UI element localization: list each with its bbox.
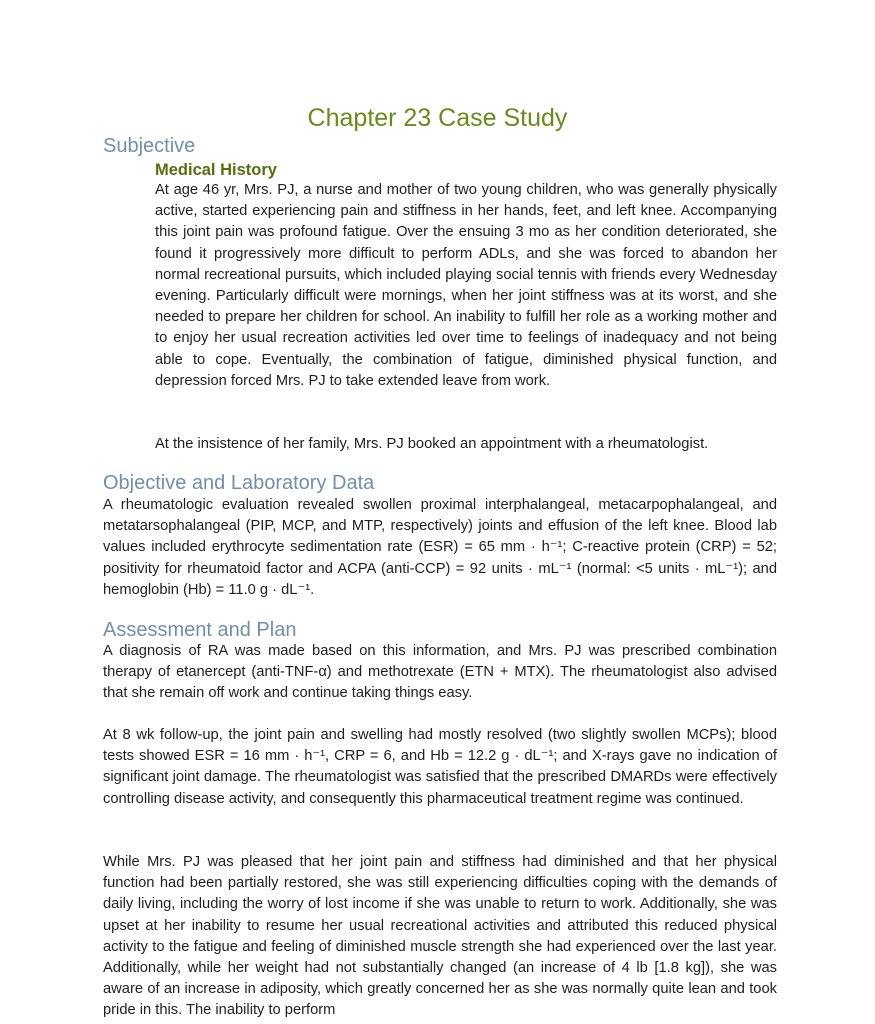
paragraph-medical-history: At age 46 yr, Mrs. PJ, a nurse and mother of two young children, who was generally physically active, started experiencing pain and stiffness in her hands, feet, and left knee. Accompanying this joint pain was profound fatigue. Over the ensuing 3 mo as her condition deteriorated, she found it progressively more difficult to perform ADLs, and she was forced to abandon her normal recreational pursuits, which included playing social tennis with friends every Wednesday evening. Particularly difficult were mornings, when her joint stiffness was at its worst, and she needed to prepare her children for school. An inability to fulfill her role as a working mother and to enjoy her usual recreation activities led over time to feelings of inadequacy and not being able to cope. Eventually, the combination of fatigue, diminished physical function, and depression forced Mrs. PJ to take extended leave from work. [155, 182, 777, 389]
section-heading-objective: Objective and Laboratory Data [103, 472, 375, 494]
paragraph-follow-up: At 8 wk follow-up, the joint pain and swelling had mostly resolved (two slightly swollen MCPs); blood tests showed ESR = 16 mm · h⁻¹, CRP = 6, and Hb = 12.2 g · dL⁻¹; and X-rays gave no indication of significant joint damage. The rheumatologist was satisfied that the prescribed DMARDs were effectively controlling disease activity, and consequently this pharmaceutical treatment regime was continued. [103, 727, 777, 807]
subheading-medical-history: Medical History [155, 161, 277, 179]
page-title: Chapter 23 Case Study [307, 104, 568, 132]
section-heading-assessment: Assessment and Plan [103, 619, 297, 641]
paragraph-daily-living: While Mrs. PJ was pleased that her joint pain and stiffness had diminished and that her physical function had been partially restored, she was still experiencing difficulties coping with the demands of daily living, including the worry of lost income if she was unable to return to work. Additionally, she was upset at her inability to resume her usual recreational activities and attributed this reduced physical activity to the fatigue and feeling of diminished muscle strength she had experienced over the last year. Additionally, while her weight had not substantially changed (an increase of 4 lb [1.8 kg]), she was aware of an increase in adiposity, which greatly concerned her as she was normally quite lean and took pride in this. The inability to perform [103, 854, 777, 1019]
paragraph-diagnosis: A diagnosis of RA was made based on this information, and Mrs. PJ was prescribed combination therapy of etanercept (anti-TNF-α) and methotrexate (ETN + MTX). The rheumatologist also advised that she remain off work and continue taking things easy. [103, 643, 777, 702]
paragraph-appointment: At the insistence of her family, Mrs. PJ booked an appointment with a rheumatologist. [155, 436, 709, 452]
paragraph-objective-lab-data: A rheumatologic evaluation revealed swollen proximal interphalangeal, metacarpophalangeal, and metatarsophalangeal (PIP, MCP, and MTP, respectively) joints and effusion of the left knee. Blood lab values included erythrocyte sedimentation rate (ESR) = 65 mm · h⁻¹; C-reactive protein (CRP) = 52; positivity for rheumatoid factor and ACPA (anti-CCP) = 92 units · mL⁻¹ (normal: <5 units · mL⁻¹); and hemoglobin (Hb) = 11.0 g · dL⁻¹. [103, 497, 777, 598]
section-heading-subjective: Subjective [103, 135, 196, 157]
